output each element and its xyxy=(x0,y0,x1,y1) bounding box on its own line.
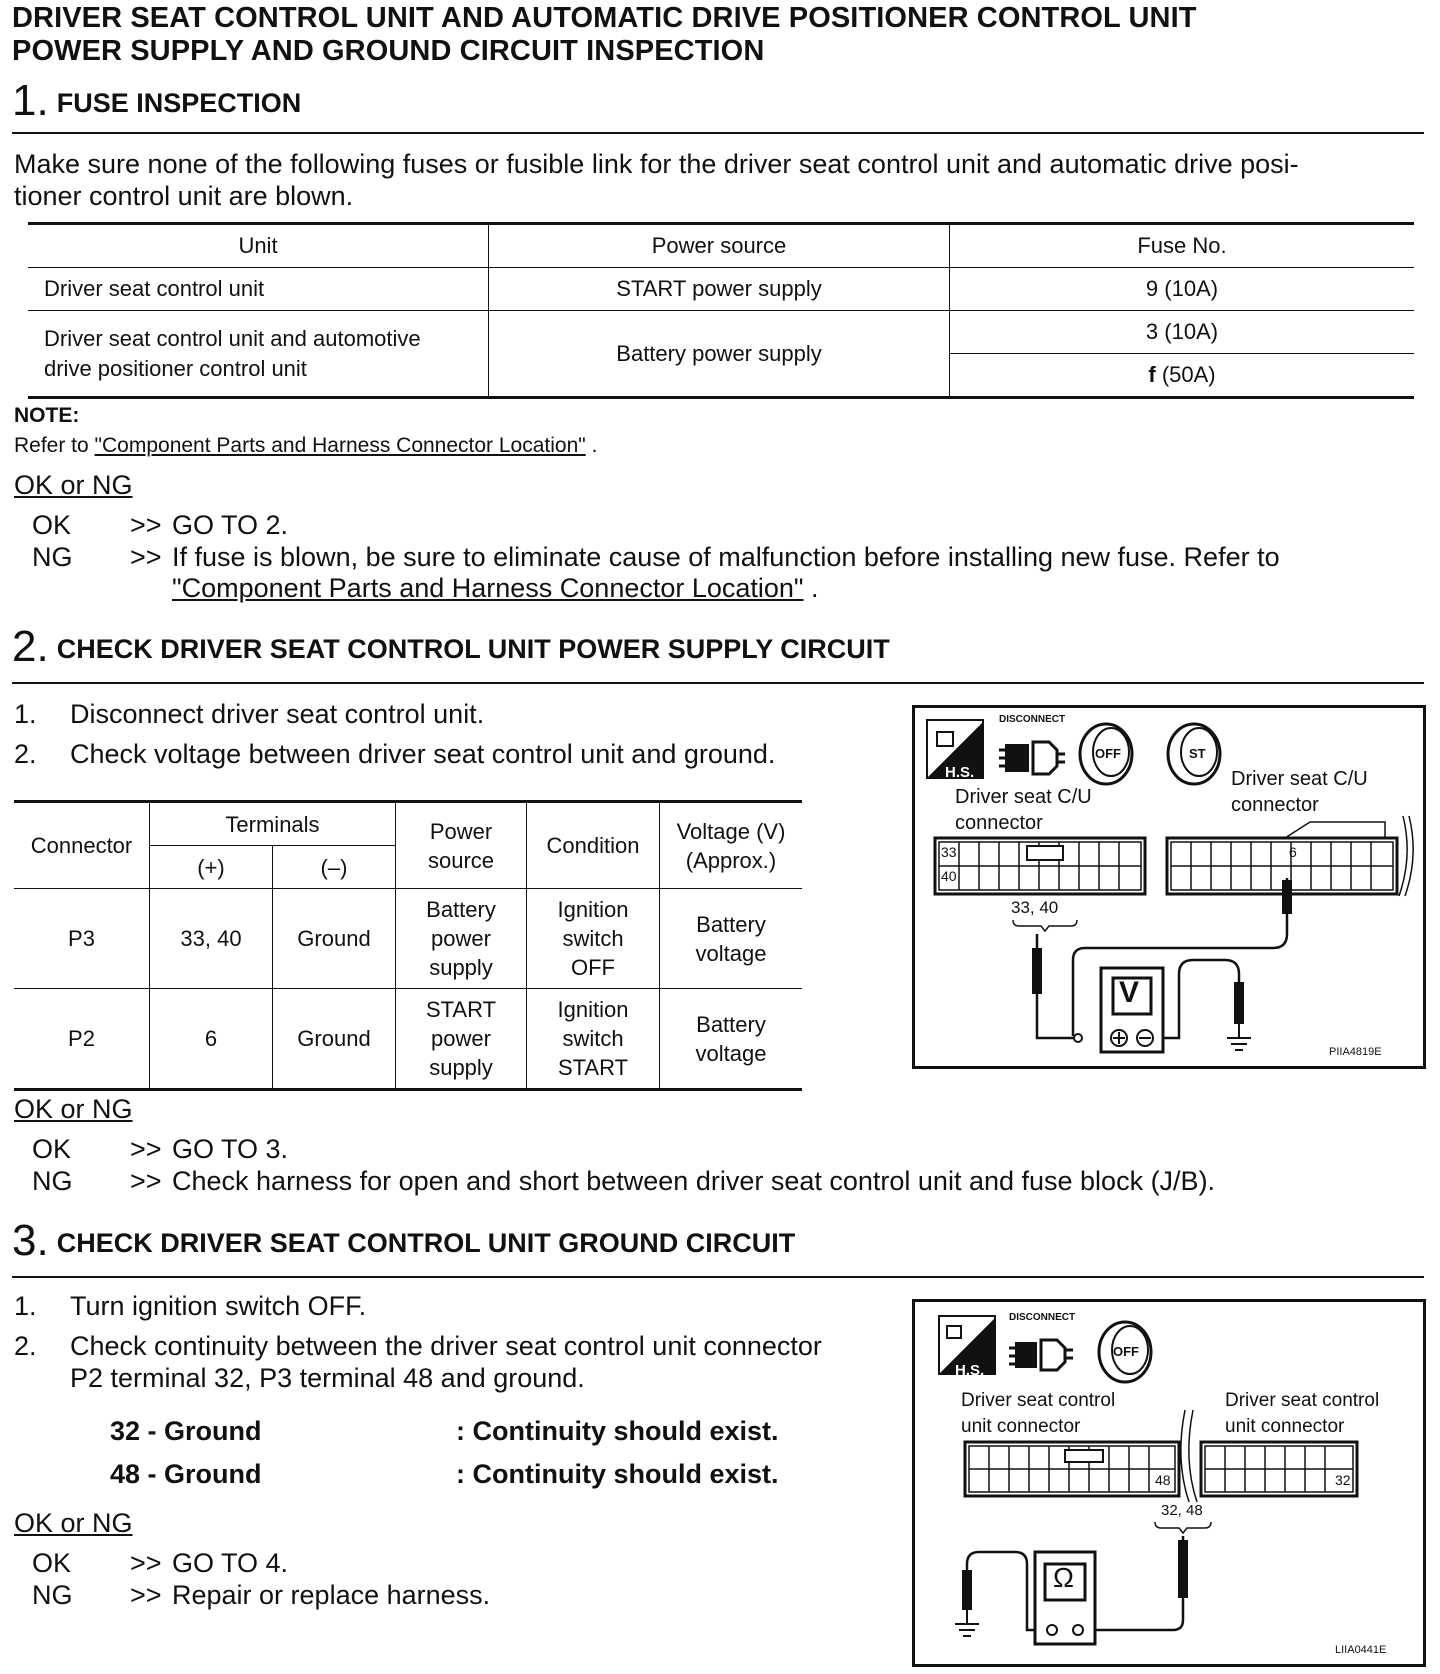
fig2-left-label-line2: connector xyxy=(955,812,1043,834)
fig3-left-connector-label xyxy=(961,1388,1115,1440)
voltage-row1-connector: P3 xyxy=(14,889,150,989)
fig3-meter-label: Ω xyxy=(1053,1562,1074,1593)
step3-ng-key: NG xyxy=(32,1580,73,1610)
table-row xyxy=(14,989,802,1090)
step3-item-2-line2: P2 terminal 32, P3 terminal 48 and ground. xyxy=(70,1363,585,1393)
voltage-row1-voltage-line1: Battery xyxy=(696,911,766,937)
fuse-header-source: Power source xyxy=(489,224,950,268)
step2-divider xyxy=(12,682,1424,684)
step2-title: CHECK DRIVER SEAT CONTROL UNIT POWER SUPPLY CIRCUIT xyxy=(56,634,890,664)
voltage-row2-source-line2: power xyxy=(431,1026,491,1051)
fig3-probe-label: 32, 48 xyxy=(1161,1502,1203,1519)
voltage-row2-condition-line1: Ignition xyxy=(557,997,629,1022)
fig2-right-label-line1: Driver seat C/U xyxy=(1231,768,1368,790)
step2-ok-key: OK xyxy=(32,1134,72,1164)
page-title xyxy=(12,2,1197,68)
step1-ng-text-line1: If fuse is blown, be sure to eliminate cause of malfunction before installing new fuse. Refer to xyxy=(172,542,1280,572)
fuse-row1-unit: Driver seat control unit xyxy=(28,268,489,311)
fuse-row2-fuse-b xyxy=(950,354,1415,398)
fig2-pin-33: 33 xyxy=(941,844,957,860)
step3-item-1-text: Turn ignition switch OFF. xyxy=(70,1291,367,1321)
fuse-table-header xyxy=(28,224,1414,268)
step1-intro-line1: Make sure none of the following fuses or fusible link for the driver seat control unit and automatic drive posi- xyxy=(14,149,1299,179)
voltage-row1-condition xyxy=(527,889,660,989)
fuse-row1-fuse: 9 (10A) xyxy=(950,268,1415,311)
step2-heading xyxy=(12,622,890,672)
step3-okng-label: OK or NG xyxy=(14,1508,133,1538)
fuse-row2-unit-line2: drive positioner control unit xyxy=(44,355,307,381)
step3-item-1 xyxy=(14,1290,366,1322)
fig3-left-label-line1: Driver seat control xyxy=(961,1390,1116,1411)
step1-ok-arrow: >> xyxy=(130,510,162,540)
voltage-row1-voltage xyxy=(660,889,803,989)
fuse-header-unit: Unit xyxy=(28,224,489,268)
disconnect-icon xyxy=(1009,1340,1073,1370)
fig2-right-label-line2: connector xyxy=(1231,794,1319,816)
step2-ok-text: GO TO 3. xyxy=(172,1134,289,1164)
voltage-row1-source-line3: supply xyxy=(429,955,493,980)
table-row xyxy=(14,889,802,989)
voltage-diagram xyxy=(915,708,1423,1066)
step2-item-1-text: Disconnect driver seat control unit. xyxy=(70,699,485,729)
page-title-line1: DRIVER SEAT CONTROL UNIT AND AUTOMATIC DRIVE POSITIONER CONTROL UNIT xyxy=(12,2,1197,34)
left-connector xyxy=(965,1442,1179,1496)
fig2-st-label: ST xyxy=(1189,746,1206,761)
step2-ok-row xyxy=(0,1134,1440,1166)
step1-okng-label: OK or NG xyxy=(14,470,133,500)
step1-intro-line2: tioner control unit are blown. xyxy=(14,181,354,211)
voltage-header-row1 xyxy=(14,802,802,846)
step2-ok-arrow: >> xyxy=(130,1134,162,1164)
fuse-row2-unit xyxy=(28,311,489,398)
voltage-row1-condition-line2: switch xyxy=(562,926,624,951)
step3-title: CHECK DRIVER SEAT CONTROL UNIT GROUND CIRCUIT xyxy=(56,1228,796,1258)
step3-ok-arrow: >> xyxy=(130,1548,162,1578)
voltage-row1-source xyxy=(396,889,527,989)
step3-divider xyxy=(12,1276,1424,1278)
fuse-header-fuse: Fuse No. xyxy=(950,224,1415,268)
voltage-row2-condition xyxy=(527,989,660,1090)
right-connector xyxy=(1201,1442,1357,1496)
step2-ng-arrow: >> xyxy=(130,1166,162,1196)
step2-ng-key: NG xyxy=(32,1166,73,1196)
step3-figure xyxy=(912,1299,1426,1667)
step2-number: 2. xyxy=(12,622,49,671)
step3-ok-row xyxy=(0,1548,900,1580)
fig3-pin-32: 32 xyxy=(1335,1472,1351,1488)
step3-item-2-number: 2. xyxy=(14,1331,37,1361)
voltage-row2-connector: P2 xyxy=(14,989,150,1090)
voltage-row1-source-line1: Battery xyxy=(426,897,496,922)
fig2-probe-label: 33, 40 xyxy=(1011,898,1059,917)
step1-ng-row xyxy=(0,542,1440,606)
fig2-pin-6: 6 xyxy=(1289,844,1297,860)
step2-ng-row xyxy=(0,1166,1440,1198)
voltage-header-condition: Condition xyxy=(527,802,660,889)
step2-item-2-number: 2. xyxy=(14,739,37,769)
step3-heading xyxy=(12,1216,795,1266)
step1-ng-link[interactable]: "Component Parts and Harness Connector Location" xyxy=(172,573,804,603)
voltage-header-voltage-line1: Voltage (V) xyxy=(676,818,786,844)
fig2-pin-40: 40 xyxy=(941,868,957,884)
voltage-row2-voltage xyxy=(660,989,803,1090)
step3-item-1-number: 1. xyxy=(14,1291,37,1321)
step1-ok-row xyxy=(0,510,1440,542)
step3-item-2-line1: Check continuity between the driver seat control unit connector xyxy=(70,1331,822,1361)
voltage-header-voltage xyxy=(660,802,803,889)
note-label: NOTE: xyxy=(14,404,80,427)
note-link[interactable]: "Component Parts and Harness Connector Location" xyxy=(94,434,586,457)
voltage-header-minus: (–) xyxy=(273,846,396,889)
fig3-hs-label: H.S. xyxy=(955,1362,985,1379)
fuse-row1-source: START power supply xyxy=(489,268,950,311)
voltage-row2-source-line1: START xyxy=(425,997,497,1022)
voltage-row2-condition-line3: START xyxy=(557,1055,629,1080)
voltage-row2-condition-line2: switch xyxy=(562,1026,624,1051)
left-connector xyxy=(935,838,1145,894)
voltage-row2-voltage-line2: voltage xyxy=(695,1040,767,1066)
table-row xyxy=(28,268,1414,311)
step3-ok-text: GO TO 4. xyxy=(172,1548,289,1578)
voltage-header-connector: Connector xyxy=(14,802,150,889)
fig3-disconnect-label: DISCONNECT xyxy=(1009,1312,1076,1323)
voltage-row2-source-line3: supply xyxy=(429,1055,493,1080)
voltage-table xyxy=(14,800,802,1091)
step1-ok-text: GO TO 2. xyxy=(172,510,289,540)
fuse-row2-source: Battery power supply xyxy=(489,311,950,398)
fig2-right-connector-label xyxy=(1231,766,1368,818)
voltage-row1-condition-line1: Ignition xyxy=(557,897,629,922)
step1-ng-suffix: . xyxy=(803,573,819,603)
step2-item-1-number: 1. xyxy=(14,699,37,729)
fig2-meter-label: V xyxy=(1119,976,1140,1009)
step1-heading xyxy=(12,76,301,126)
fig3-code: LIIA0441E xyxy=(1335,1644,1387,1656)
fig2-hs-label: H.S. xyxy=(945,764,975,781)
fig3-left-label-line2: unit connector xyxy=(961,1416,1081,1437)
step2-item-2 xyxy=(14,738,775,770)
check-32-result: : Continuity should exist. xyxy=(456,1416,779,1446)
step3-ng-arrow: >> xyxy=(130,1580,162,1610)
fig3-off-label: OFF xyxy=(1113,1344,1139,1359)
step2-item-2-text: Check voltage between driver seat control unit and ground. xyxy=(70,739,776,769)
step2-okng-label: OK or NG xyxy=(14,1094,133,1124)
step1-number: 1. xyxy=(12,76,49,125)
note-text xyxy=(14,434,597,458)
step1-intro xyxy=(14,148,1299,212)
table-row xyxy=(28,311,1414,354)
check-32-term: 32 - Ground xyxy=(110,1416,262,1446)
voltage-row2-source xyxy=(396,989,527,1090)
fig2-off-label: OFF xyxy=(1095,746,1121,761)
step3-ng-row xyxy=(0,1580,900,1612)
step1-title: FUSE INSPECTION xyxy=(56,88,302,118)
voltage-row2-minus: Ground xyxy=(273,989,396,1090)
step2-item-1 xyxy=(14,698,484,730)
fuse-row2-fuse-a: 3 (10A) xyxy=(950,311,1415,354)
step3-number: 3. xyxy=(12,1216,49,1265)
voltage-header-voltage-line2: (Approx.) xyxy=(685,847,777,873)
voltage-header-power-line2: source xyxy=(427,847,495,873)
step3-item-2 xyxy=(14,1330,822,1394)
voltage-header-power xyxy=(396,802,527,889)
note-suffix: . xyxy=(585,434,598,457)
fig3-pin-48: 48 xyxy=(1155,1472,1171,1488)
fig2-left-connector-label xyxy=(955,784,1092,836)
step2-ng-text: Check harness for open and short between driver seat control unit and fuse block (J/B). xyxy=(172,1166,1216,1196)
step1-ok-key: OK xyxy=(32,510,72,540)
step3-ng-text: Repair or replace harness. xyxy=(172,1580,491,1610)
check-48-result: : Continuity should exist. xyxy=(456,1459,779,1489)
voltage-row1-plus: 33, 40 xyxy=(150,889,273,989)
step2-figure xyxy=(912,705,1426,1069)
voltage-header-plus: (+) xyxy=(150,846,273,889)
voltage-header-power-line1: Power xyxy=(429,818,493,844)
fig3-right-label-line2: unit connector xyxy=(1225,1416,1345,1437)
step1-ng-key: NG xyxy=(32,542,73,572)
voltage-row1-minus: Ground xyxy=(273,889,396,989)
step1-ng-arrow: >> xyxy=(130,542,162,572)
step1-ng-text xyxy=(172,542,1412,604)
step1-divider xyxy=(12,132,1424,134)
fuse-table xyxy=(28,222,1414,399)
fig2-code: PIIA4819E xyxy=(1329,1046,1382,1058)
voltage-row2-voltage-line1: Battery xyxy=(696,1011,766,1037)
voltage-header-terminals: Terminals xyxy=(150,802,396,846)
fig3-right-connector-label xyxy=(1225,1388,1379,1440)
voltage-row2-plus: 6 xyxy=(150,989,273,1090)
fig2-disconnect-label: DISCONNECT xyxy=(999,714,1066,725)
check-48-term: 48 - Ground xyxy=(110,1459,262,1489)
fig3-right-label-line1: Driver seat control xyxy=(1225,1390,1380,1411)
voltage-row1-condition-line3: OFF xyxy=(571,955,615,980)
fuse-link-rating: (50A) xyxy=(1155,362,1216,387)
voltage-row1-source-line2: power xyxy=(431,926,491,951)
fuse-row2-unit-line1: Driver seat control unit and automotive xyxy=(44,325,421,351)
fuse-link-letter: f xyxy=(1148,362,1156,387)
page-title-line2: POWER SUPPLY AND GROUND CIRCUIT INSPECTION xyxy=(12,35,765,67)
disconnect-icon xyxy=(999,742,1065,774)
voltage-row1-voltage-line2: voltage xyxy=(695,940,767,966)
fig2-left-label-line1: Driver seat C/U xyxy=(955,786,1092,808)
note-prefix: Refer to xyxy=(14,434,95,457)
step3-ok-key: OK xyxy=(32,1548,72,1578)
